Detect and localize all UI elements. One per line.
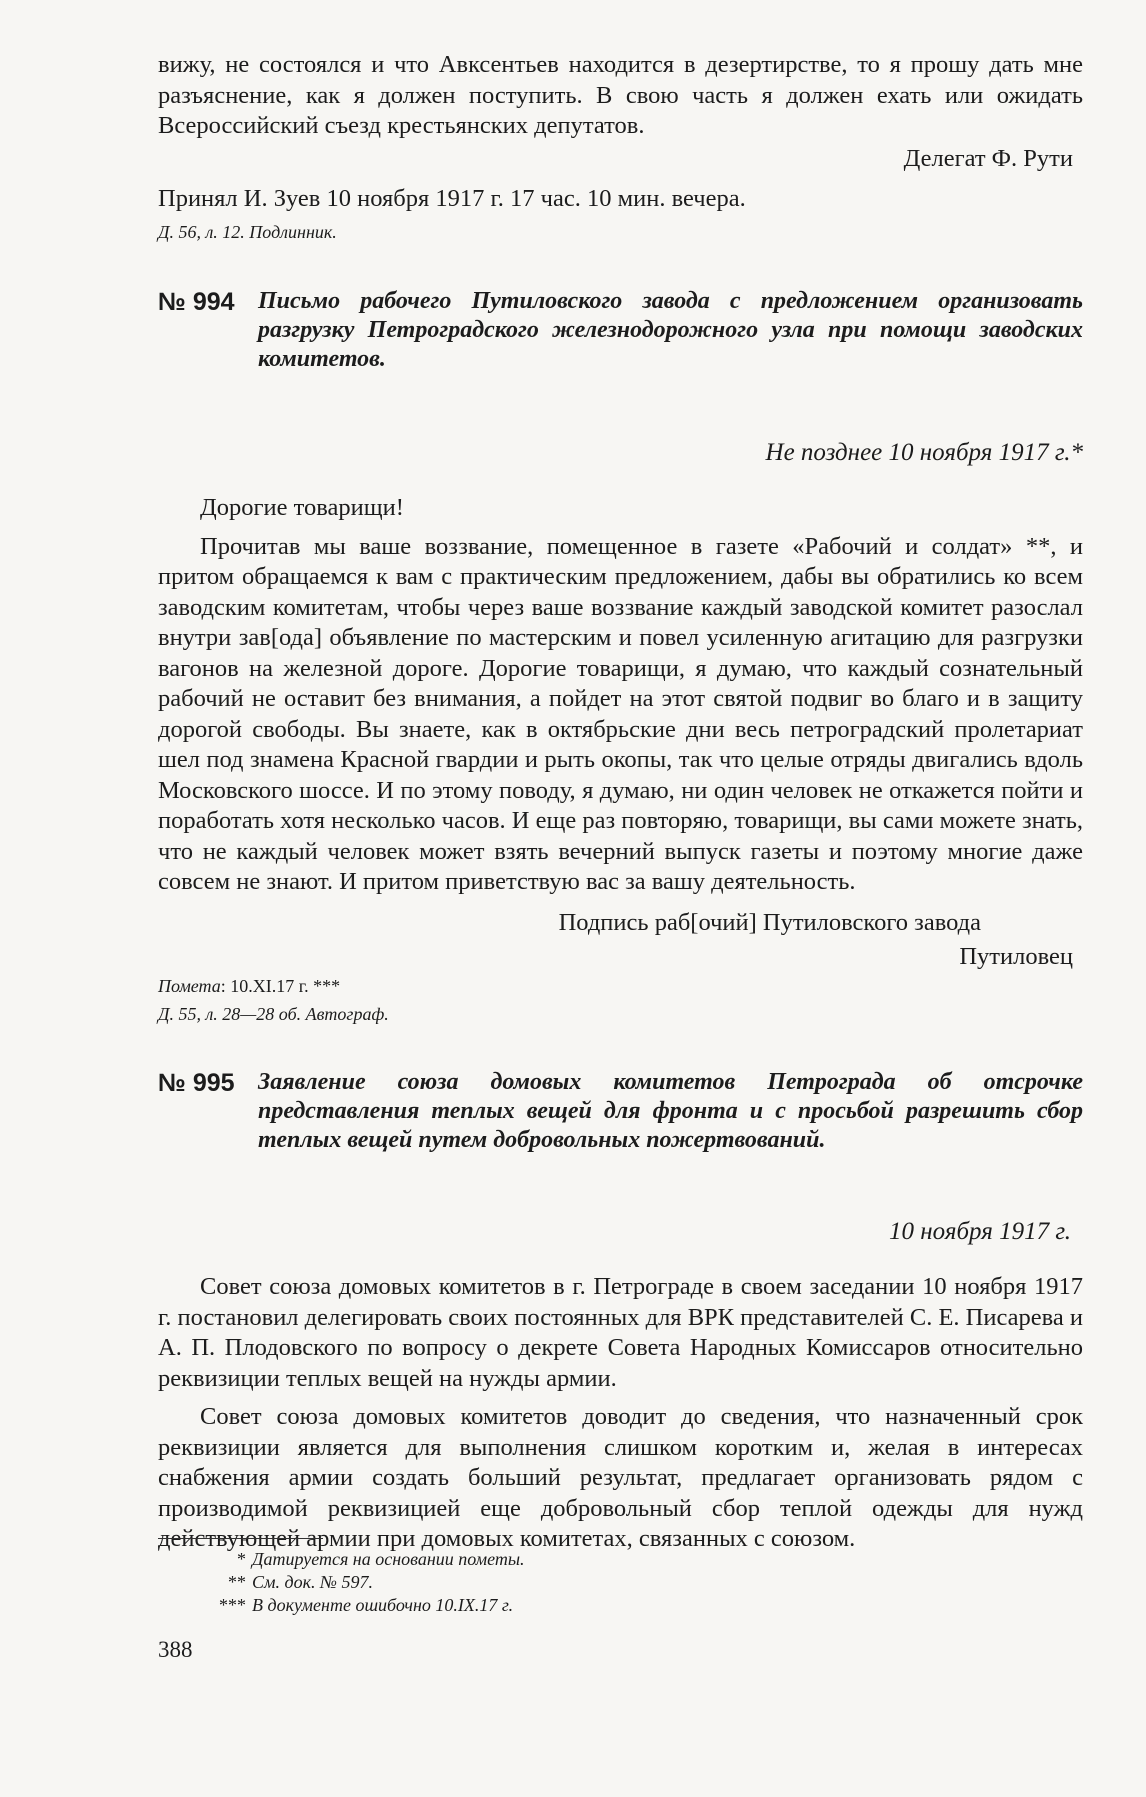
footnote — [210, 1594, 910, 1616]
archive-source: Д. 56, л. 12. Подлинник. — [158, 221, 337, 242]
footnote-text: См. док. № 597. — [252, 1572, 373, 1592]
doc-number: № 995 — [158, 1069, 235, 1097]
note-line — [158, 975, 1083, 997]
note-value: : 10.XI.17 г. *** — [220, 975, 341, 996]
doc-995-header — [158, 1068, 1083, 1188]
footnote-rule — [158, 1538, 323, 1539]
doc-994-header — [158, 287, 1083, 407]
footnote-text: Датируется на основании пометы. — [252, 1549, 525, 1569]
footnote-mark: * — [237, 1549, 246, 1569]
statement-paragraph-1: Совет союза домовых комитетов в г. Петрограде в своем заседании 10 ноября 1917 г. постановил делегировать своих постоянных для ВРК представителей С. Е. Писарева и А. П. Плодовского по вопросу о декрете Совета Народных Комиссаров относительно реквизиции теплых вещей на нужды армии. — [158, 1273, 1083, 1392]
signature-line-1: Подпись раб[очий] Путиловского завода — [558, 908, 981, 936]
doc-995-body — [158, 1192, 1083, 1555]
doc-date: Не позднее 10 ноября 1917 г.* — [765, 439, 1083, 466]
greeting: Дорогие товарищи! — [200, 494, 404, 521]
doc-994-body — [158, 413, 1083, 1025]
footnote-mark: ** — [228, 1572, 246, 1592]
doc-title: Письмо рабочего Путиловского завода с предложением организовать разгрузку Петроградского железнодорожного узла при помощи заводских комитетов. — [258, 288, 1083, 372]
note-label: Помета — [158, 975, 221, 996]
page-number: 388 — [158, 1637, 193, 1662]
delegate-signature: Делегат Ф. Рути — [903, 144, 1073, 172]
doc-date: 10 ноября 1917 г. — [889, 1218, 1071, 1245]
previous-doc-continuation — [158, 50, 1083, 243]
doc-number: № 994 — [158, 288, 235, 316]
received-note: Принял И. Зуев 10 ноября 1917 г. 17 час. 10 мин. вечера. — [158, 185, 746, 212]
footnote-mark: *** — [219, 1595, 246, 1615]
footnote — [210, 1548, 910, 1570]
signature-line-2: Путиловец — [959, 943, 1073, 970]
continuation-paragraph: вижу, не состоялся и что Авксентьев находится в дезертирстве, то я прошу дать мне разъяснение, как я должен поступить. В свою часть я должен ехать или ожидать Всероссийский съезд крестьянских депутатов. — [158, 51, 1083, 139]
footnote-text: В документе ошибочно 10.IX.17 г. — [252, 1595, 514, 1615]
archive-source: Д. 55, л. 28—28 об. Автограф. — [158, 1003, 389, 1024]
statement-paragraph-2: Совет союза домовых комитетов доводит до сведения, что назначенный срок реквизиции является для выполнения слишком коротким и, желая в интересах снабжения армии создать больший результат, предлагает организовать рядом с производимой реквизицией еще добровольный сбор теплой одежды для нужд действующей армии при домовых комитетах, связанных с союзом. — [158, 1403, 1083, 1552]
doc-title: Заявление союза домовых комитетов Петрограда об отсрочке представления теплых вещей для фронта и с просьбой разрешить сбор теплых вещей путем добровольных пожертвований. — [258, 1069, 1083, 1153]
footnote — [210, 1571, 910, 1593]
letter-body: Прочитав мы ваше воззвание, помещенное в газете «Рабочий и солдат» **, и притом обращаемся к вам с практическим предложением, дабы вы обратились ко всем заводским комитетам, чтобы через ваше воззвание каждый заводской комитет разослал внутри зав[ода] объявление по мастерским и повел усиленную агитацию для разгрузки вагонов на железной дороге. Дорогие товарищи, я думаю, что каждый сознательный рабочий не оставит без внимания, а пойдет на этот святой подвиг во благо и в защиту дорогой свободы. Вы знаете, как в октябрьские дни весь петроградский пролетариат шел под знамена Красной гвардии и рыть окопы, так что целые отряды двигались вдоль Московского шоссе. И по этому поводу, я думаю, ни один человек не откажется пойти и поработать хотя несколько часов. И еще раз повторяю, товарищи, вы сами можете знать, что не каждый человек может взять вечерний выпуск газеты и поэтому многие даже совсем не знают. И притом приветствую вас за вашу деятельность. — [158, 532, 1083, 895]
